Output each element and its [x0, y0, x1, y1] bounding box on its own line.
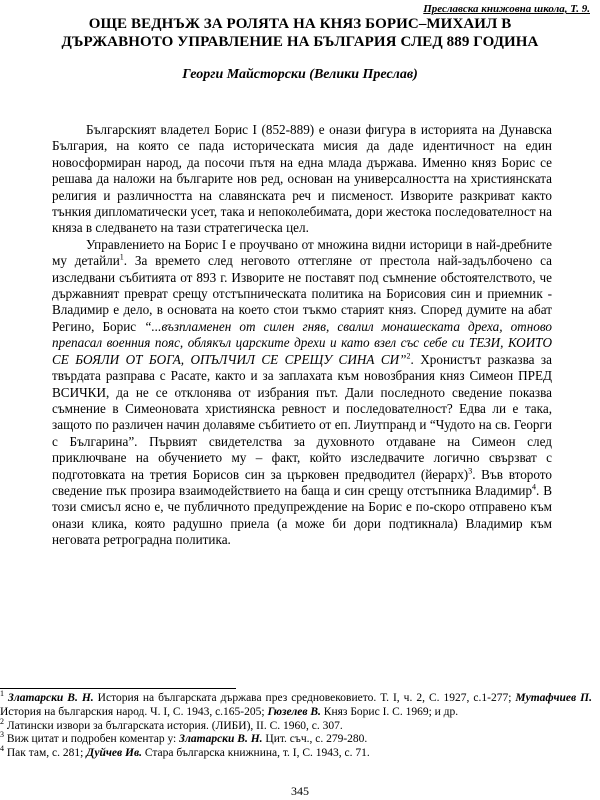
footnote-2 — [0, 716, 592, 734]
article-author: Георги Майсторски (Велики Преслав) — [182, 67, 418, 82]
regino-quote: “...възпламенен от силен гняв, свалил монашеската дреха, отново препасал военния пояс, облякъл царските дрехи и като взел със себе си ТЕЗИ, КОИТО СЕ БОЯЛИ ОТ БОГА, ОПЪЛЧИЛ СЕ СРЕЩУ СИНА СИ” — [52, 318, 552, 367]
footnote-author: Дуйчев Ив. — [86, 747, 142, 760]
paragraph-2 — [52, 237, 552, 549]
footnote-ref-2[interactable]: 2 — [406, 351, 411, 361]
footnote-3 — [0, 730, 592, 747]
paragraph-2-text-e: . В този смисъл ясно е, че публичното предупреждение на Борис е по-скоро отправено към онази клика, която радушно приела (а може би дори подтикнала) Владимир към неговата ретроградна политика. — [52, 482, 552, 548]
footnote-number: 3 — [0, 730, 4, 740]
footnote-author: Гюзелев В. — [267, 705, 321, 718]
title-line-1: ОЩЕ ВЕДНЪЖ ЗА РОЛЯТА НА КНЯЗ БОРИС–МИХАИЛ В — [88, 16, 512, 32]
footnote-ref-4[interactable]: 4 — [532, 482, 537, 492]
footnote-text: История на българската държава през средновековието. Т. I, ч. 2, С. 1927, с.1-277; — [93, 692, 516, 704]
footnote-text: Княз Борис I. С. 1969; и др. — [320, 705, 459, 718]
footnote-text: Латински извори за българската история. (ЛИБИ), II. С. 1960, с. 307. — [4, 719, 343, 732]
paragraph-2-text-c: . Хронистът разказва за твърдата разправа с Расате, както и за заплахата към новозбрания княз Симеон ПРЕД ВСИЧКИ, да не се отклонява от избрания път. Дали последното сведение показва съмнение в Симеоновата християнска ревност и последователност? Едва ли е така, защото по различен начин долавяме събитието от еп. Лиутпранд и “Чудото на св. Георги с Българина”. Първият свидетелства за духовното отдаване на Симеон след приключване на обучението му – факт, който изследвачите логично свързват с подготовката на третия Борисов син за църковен предводител (йерарх) — [52, 351, 552, 482]
footnote-author: Златарски В. Н. — [8, 692, 94, 704]
footnote-text: Пак там, с. 281; — [4, 747, 87, 760]
running-header: Преславска книжовна школа, Т. 9. — [423, 3, 590, 15]
article-title — [10, 15, 590, 51]
page-number: 345 — [291, 784, 309, 798]
title-line-2: ДЪРЖАВНОТО УПРАВЛЕНИЕ НА БЪЛГАРИЯ СЛЕД 889 ГОДИНА — [61, 34, 539, 50]
footnote-text: Цит. съч., с. 279-280. — [262, 733, 368, 746]
footnote-number: 4 — [0, 744, 4, 754]
article-body — [52, 122, 552, 549]
footnote-author: Мутафчиев П. — [515, 692, 592, 704]
footnote-1 — [0, 689, 592, 720]
paragraph-1: Българският владетел Борис I (852-889) е онази фигура в историята на Дунавска България, на която се пада историческата мисия да даде идентичност на един новосформиран народ, да посочи пътя на една млада държава. Именно княз Борис се решава да наложи на българите нов ред, основан на универсалността на християнската религия и различността на славянската реч и писменост. Изворите разкриват както тънкия дипломатически усет, така и непоколебимата, дори жестока последователност на княза в следването на тази стратегическа цел. — [52, 122, 552, 236]
footnote-author: Златарски В. Н. — [179, 733, 263, 746]
footnote-number: 2 — [0, 716, 4, 726]
paragraph-2-text-d: . Във второто сведение пък прозира взаимодействието на баща и син срещу отстъпника Владимир — [52, 466, 552, 498]
footnote-number: 1 — [0, 689, 4, 699]
footnote-text: Стара българска книжнина, т. I, С. 1943, с. 71. — [141, 747, 370, 760]
footnote-text: Виж цитат и подробен коментар у: — [4, 733, 180, 746]
footnote-4 — [0, 744, 592, 761]
paragraph-2-text-a: Управлението на Борис I е проучвано от множина видни историци в най-дребните му детайли — [52, 236, 552, 269]
paragraph-2-text-b: . За времето след неговото оттегляне от престола най-задълбочено са изследвани събитията от 893 г. Изворите не поставят под съмнение обстоятелството, че държавният преврат срещу отстъпническата политика на Борисовия син и приемник - Владимир е дело, в основата на което стои тъкмо старият княз. Според думите на абат Регино, Борис — [52, 253, 552, 334]
footnote-separator — [0, 688, 236, 689]
footnote-ref-1[interactable]: 1 — [119, 252, 124, 262]
footnote-ref-3[interactable]: 3 — [468, 466, 473, 476]
footnote-text: История на българския народ. Ч. I, С. 1943, с.165-205; — [0, 705, 268, 718]
footnotes — [0, 689, 592, 761]
